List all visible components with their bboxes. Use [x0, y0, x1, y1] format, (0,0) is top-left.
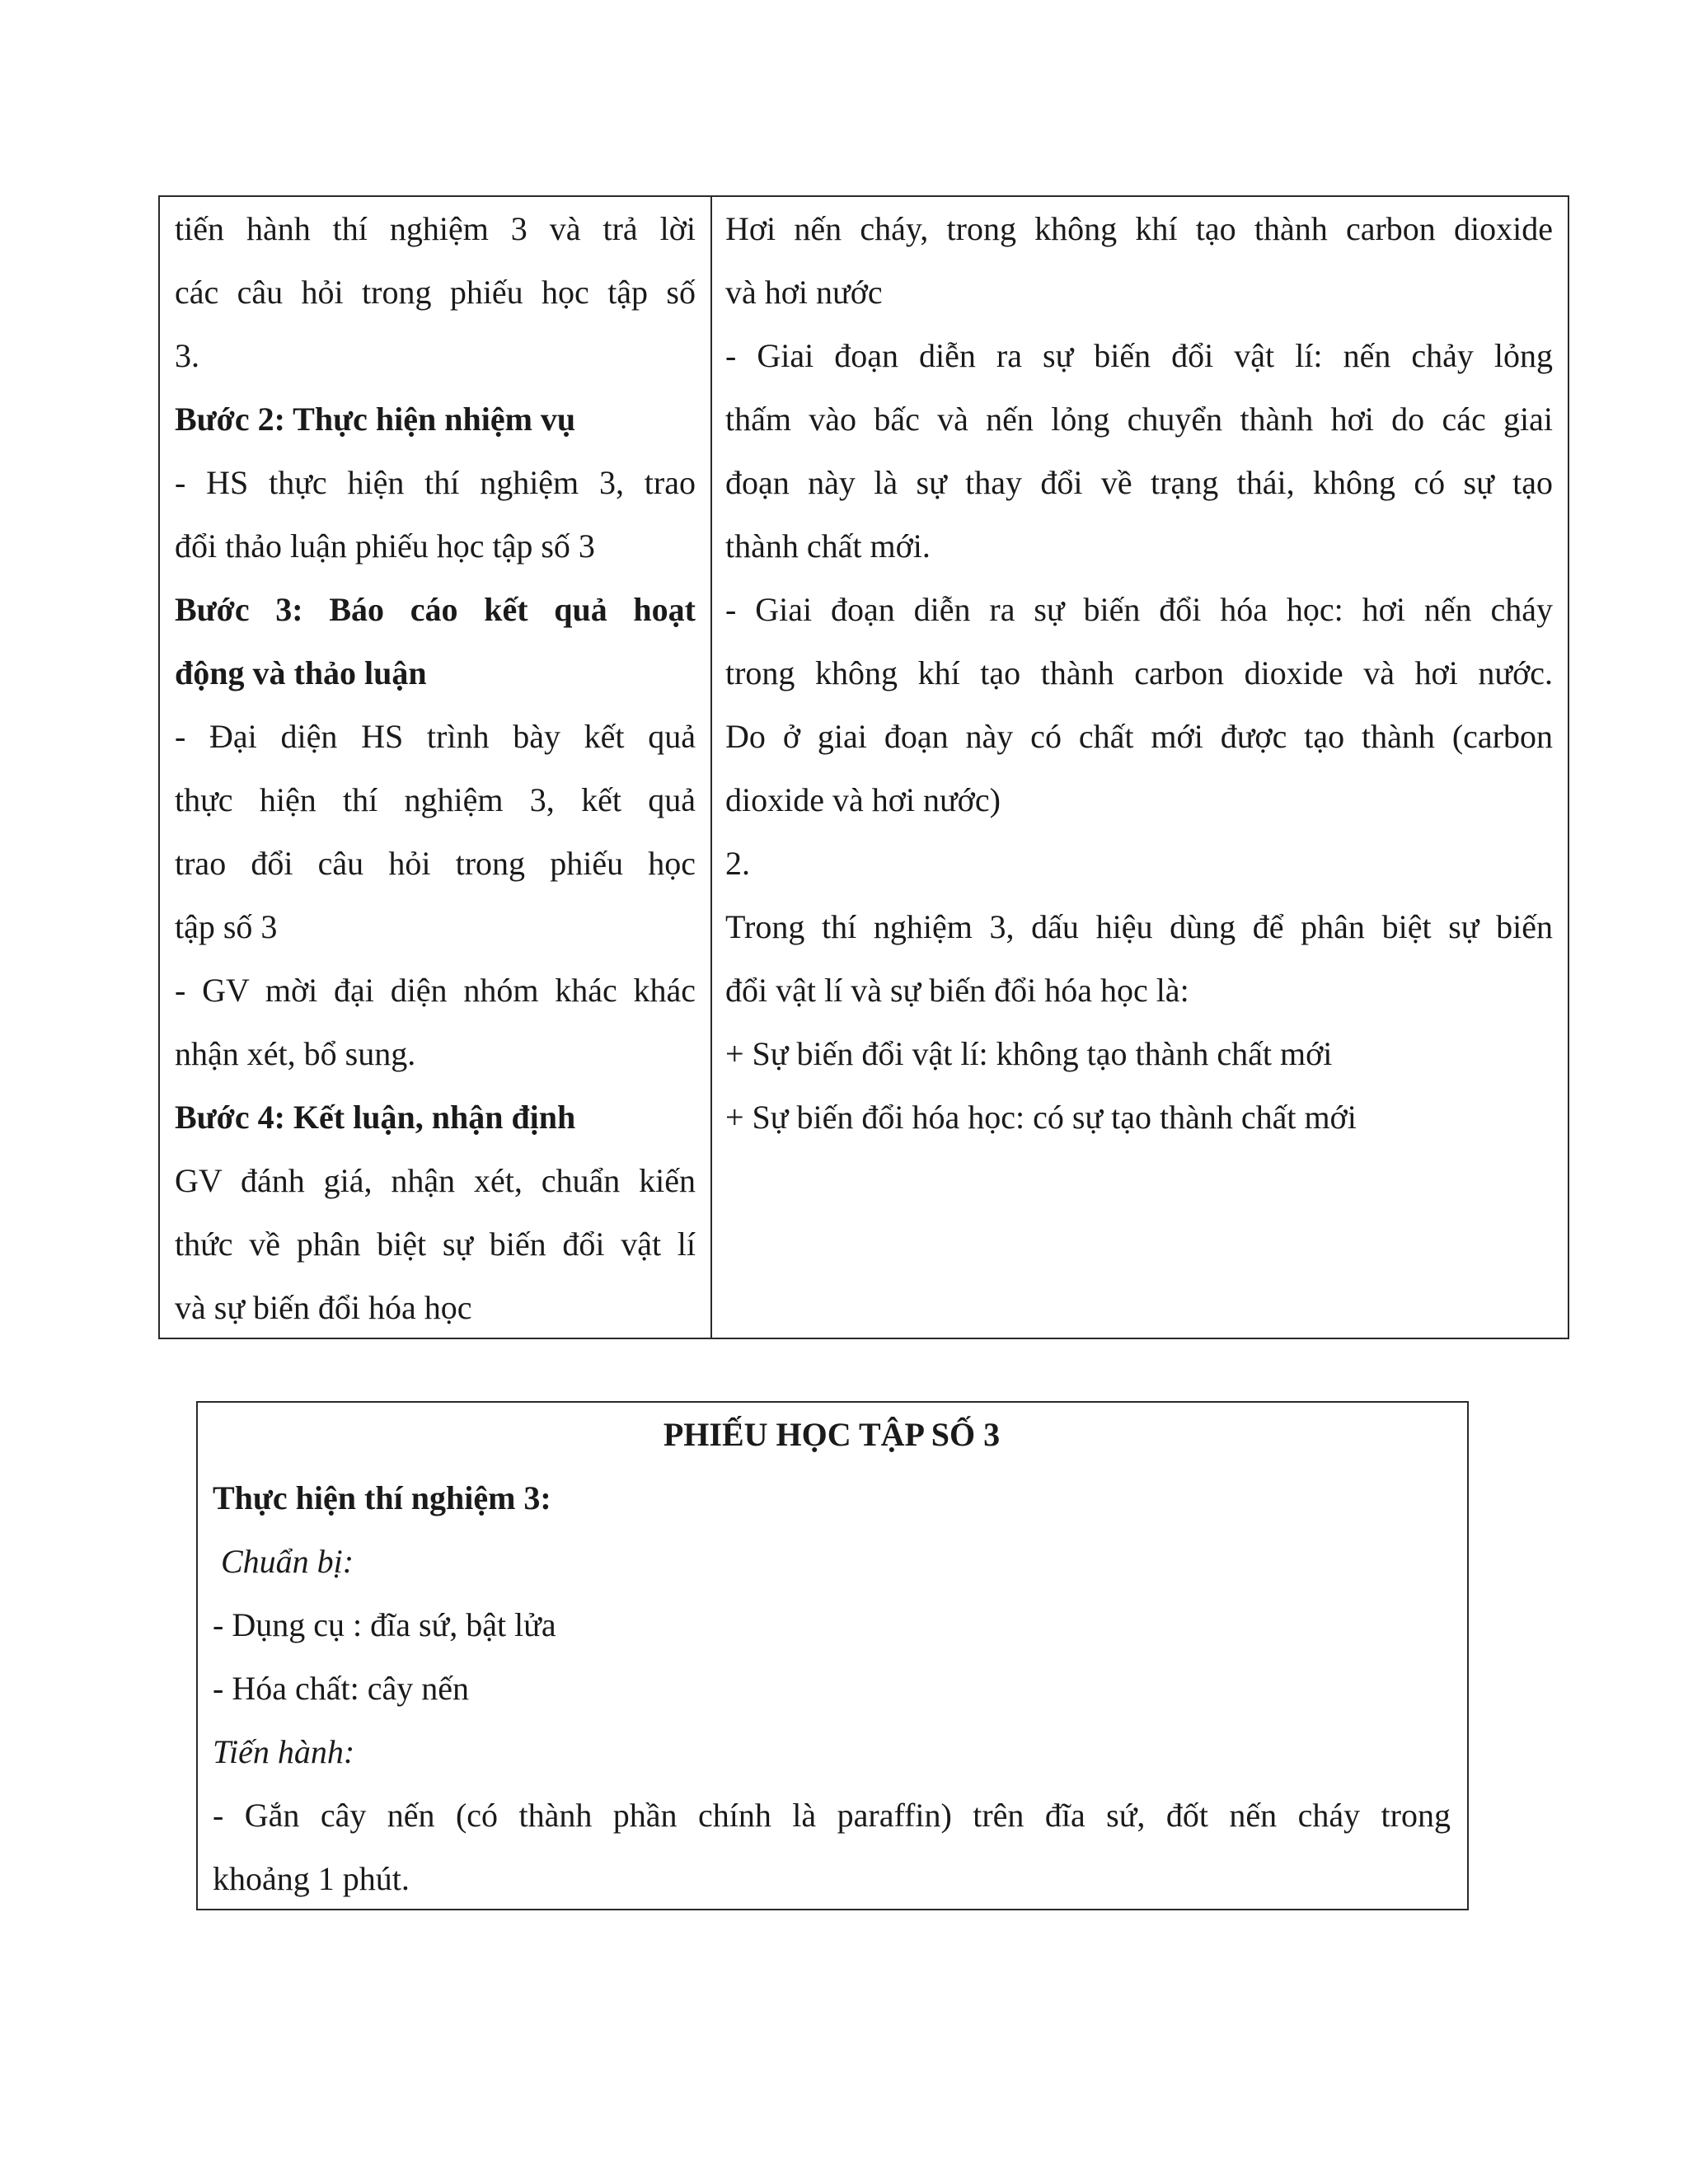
right-line: - Giai đoạn diễn ra sự biến đổi hóa học: hơi nến cháy — [725, 591, 1553, 628]
procedure-label: Tiến hành: — [213, 1733, 355, 1770]
left-line: GV đánh giá, nhận xét, chuẩn kiến — [175, 1162, 696, 1199]
procedure-step: - Gắn cây nến (có thành phần chính là paraffin) trên đĩa sứ, đốt nến cháy trong — [213, 1797, 1451, 1834]
worksheet-box — [196, 1401, 1469, 1910]
left-line: đổi thảo luận phiếu học tập số 3 — [175, 527, 595, 565]
activity-table — [158, 195, 1569, 1339]
expected-results-column — [712, 197, 1568, 1338]
left-line: nhận xét, bổ sung. — [175, 1035, 416, 1072]
right-line: Do ở giai đoạn này có chất mới được tạo thành (carbon — [725, 718, 1553, 755]
left-line: - GV mời đại diện nhóm khác khác — [175, 972, 696, 1009]
left-line: - Đại diện HS trình bày kết quả — [175, 718, 696, 755]
chemicals-line: - Hóa chất: cây nến — [213, 1670, 469, 1707]
right-line: thấm vào bấc và nến lỏng chuyển thành hơi do các giai — [725, 401, 1553, 438]
right-line: và hơi nước — [725, 274, 883, 311]
worksheet-title: PHIẾU HỌC TẬP SỐ 3 — [663, 1416, 1001, 1453]
right-line: trong không khí tạo thành carbon dioxide và hơi nước. — [725, 654, 1553, 691]
activity-steps-column — [160, 197, 712, 1338]
left-line: các câu hỏi trong phiếu học tập số — [175, 274, 696, 311]
procedure-step-cont: khoảng 1 phút. — [213, 1860, 410, 1897]
left-line: thực hiện thí nghiệm 3, kết quả — [175, 781, 696, 818]
step-2-heading: Bước 2: Thực hiện nhiệm vụ — [175, 401, 576, 438]
right-line: + Sự biến đổi vật lí: không tạo thành chất mới — [725, 1035, 1333, 1072]
right-line: đoạn này là sự thay đổi về trạng thái, không có sự tạo — [725, 464, 1553, 501]
left-line: 3. — [175, 337, 199, 374]
left-line: - HS thực hiện thí nghiệm 3, trao — [175, 464, 696, 501]
left-line: tiến hành thí nghiệm 3 và trả lời — [175, 210, 696, 247]
preparation-label: Chuẩn bị: — [213, 1543, 354, 1580]
left-line: trao đổi câu hỏi trong phiếu học — [175, 845, 696, 882]
right-line: dioxide và hơi nước) — [725, 781, 1001, 818]
experiment-heading: Thực hiện thí nghiệm 3: — [213, 1479, 551, 1516]
right-line: 2. — [725, 845, 750, 882]
right-line: Trong thí nghiệm 3, dấu hiệu dùng để phân biệt sự biến — [725, 908, 1553, 945]
right-line: thành chất mới. — [725, 527, 931, 565]
right-line: + Sự biến đổi hóa học: có sự tạo thành chất mới — [725, 1099, 1357, 1136]
step-3-heading: Bước 3: Báo cáo kết quả hoạt — [175, 591, 696, 628]
right-line: Hơi nến cháy, trong không khí tạo thành carbon dioxide — [725, 210, 1553, 247]
right-line: đổi vật lí và sự biến đổi hóa học là: — [725, 972, 1189, 1009]
step-4-heading: Bước 4: Kết luận, nhận định — [175, 1099, 576, 1136]
right-line: - Giai đoạn diễn ra sự biến đổi vật lí: nến chảy lỏng — [725, 337, 1553, 374]
left-line: thức về phân biệt sự biến đổi vật lí — [175, 1226, 696, 1263]
equipment-line: - Dụng cụ : đĩa sứ, bật lửa — [213, 1606, 556, 1643]
step-3-heading-cont: động và thảo luận — [175, 654, 427, 691]
left-line: tập số 3 — [175, 908, 278, 945]
left-line: và sự biến đổi hóa học — [175, 1289, 472, 1326]
